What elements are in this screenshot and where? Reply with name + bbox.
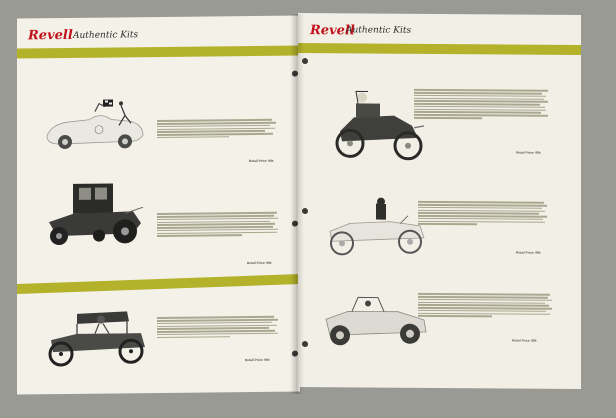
classic-touring-car-model-image [318, 285, 430, 358]
item-price: Retail Price: 98¢ [247, 260, 272, 266]
sports-car-model-image [39, 97, 149, 158]
hot-rod-model-image [37, 177, 147, 258]
item-price: Retail Price: 98¢ [249, 158, 274, 164]
catalog-left-page [17, 16, 300, 395]
item-description [418, 200, 548, 249]
white-antique-roadster-model-image [320, 191, 430, 264]
revell-logo: Revell [28, 27, 73, 44]
logo-subtitle: Authentic Kits [346, 25, 412, 36]
item-description [414, 88, 549, 149]
revell-logo: Revell [310, 23, 355, 39]
section-band-2 [17, 274, 300, 294]
item-price: Retail Price: 98¢ [512, 338, 537, 343]
item-price: Retail Price: 98¢ [245, 357, 270, 363]
antique-car-model-image [37, 299, 152, 375]
item-description [157, 118, 277, 159]
logo-subtitle: Authentic Kits [73, 30, 139, 41]
item-price: Retail Price: 98¢ [516, 250, 541, 255]
item-price: Retail Price: 98¢ [516, 150, 541, 155]
catalog-right-page [298, 13, 581, 389]
book-spine [290, 14, 304, 394]
section-band [298, 43, 581, 55]
item-description [157, 315, 279, 363]
item-description [157, 211, 279, 260]
item-description [418, 292, 553, 341]
section-band [17, 46, 300, 59]
